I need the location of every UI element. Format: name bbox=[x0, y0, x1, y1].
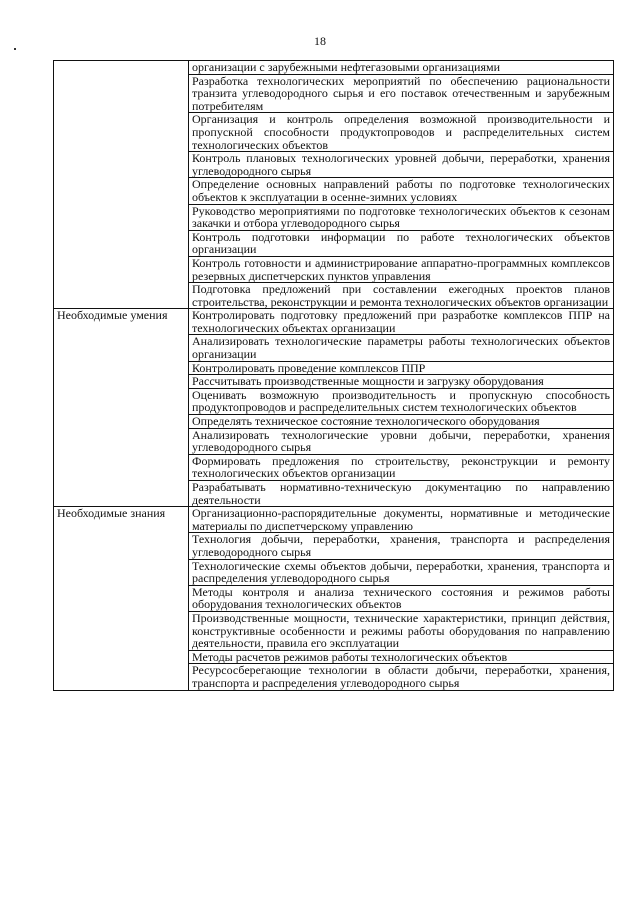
requirement-text: Методы расчетов режимов работы технологических объектов bbox=[189, 650, 614, 664]
requirement-text: Формировать предложения по строительству, реконструкции и ремонту технологических объектов организации bbox=[189, 454, 614, 480]
requirement-text: Разработка технологических мероприятий по обеспечению рациональности транзита углеводородного сырья и его поставок отечественным и зарубежным потребителям bbox=[189, 74, 614, 113]
page-number: 18 bbox=[314, 34, 326, 48]
requirement-text: Оценивать возможную производительность и пропускную способность продуктопроводов и распределительных систем технологических объектов bbox=[189, 388, 614, 414]
requirement-text: Рассчитывать производственные мощности и загрузку оборудования bbox=[189, 375, 614, 389]
requirement-text: Определять техническое состояние технологического оборудования bbox=[189, 415, 614, 429]
requirement-text: Разрабатывать нормативно-техническую документацию по направлению деятельности bbox=[189, 481, 614, 507]
requirement-text: Технологические схемы объектов добычи, переработки, хранения, транспорта и распределения углеводородного сырья bbox=[189, 559, 614, 585]
requirement-text: Контроль готовности и администрирование аппаратно-программных комплексов резервных диспетчерских пунктов управления bbox=[189, 256, 614, 282]
requirement-text: Анализировать технологические параметры работы технологических объектов организации bbox=[189, 335, 614, 361]
requirement-text: Контролировать подготовку предложений при разработке комплексов ППР на технологических объектах организации bbox=[189, 309, 614, 335]
requirement-text: Контролировать проведение комплексов ППР bbox=[189, 361, 614, 375]
scan-speck bbox=[14, 48, 16, 50]
requirement-text: Методы контроля и анализа технического состояния и режимов работы оборудования технологических объектов bbox=[189, 585, 614, 611]
requirement-text: организации с зарубежными нефтегазовыми организациями bbox=[189, 61, 614, 75]
requirement-text: Производственные мощности, технические характеристики, принцип действия, конструктивные особенности и режимы работы оборудования по направлению деятельности, правила его эксплуатации bbox=[189, 611, 614, 650]
requirement-text: Организационно-распорядительные документы, нормативные и методические материалы по диспетчерскому управлению bbox=[189, 507, 614, 533]
section-label: Необходимые умения bbox=[54, 309, 189, 507]
requirement-text: Организация и контроль определения возможной производительности и пропускной способности продуктопроводов и распределительных систем технологических объектов bbox=[189, 113, 614, 152]
requirement-text: Анализировать технологические уровни добычи, переработки, хранения углеводородного сырья bbox=[189, 428, 614, 454]
section-label bbox=[54, 61, 189, 309]
table-row bbox=[54, 61, 614, 75]
requirements-table bbox=[53, 60, 614, 691]
requirement-text: Ресурсосберегающие технологии в области добычи, переработки, хранения, транспорта и распределения углеводородного сырья bbox=[189, 664, 614, 690]
table-row bbox=[54, 507, 614, 533]
requirement-text: Контроль подготовки информации по работе технологических объектов организации bbox=[189, 230, 614, 256]
requirement-text: Контроль плановых технологических уровней добычи, переработки, хранения углеводородного сырья bbox=[189, 152, 614, 178]
requirement-text: Подготовка предложений при составлении ежегодных проектов планов строительства, реконструкции и ремонта технологических объектов организации bbox=[189, 283, 614, 309]
table-row bbox=[54, 309, 614, 335]
section-label: Необходимые знания bbox=[54, 507, 189, 690]
requirement-text: Руководство мероприятиями по подготовке технологических объектов к сезонам закачки и отбора углеводородного сырья bbox=[189, 204, 614, 230]
requirement-text: Технология добычи, переработки, хранения, транспорта и распределения углеводородного сырья bbox=[189, 533, 614, 559]
requirement-text: Определение основных направлений работы по подготовке технологических объектов к эксплуатации в осенне-зимних условиях bbox=[189, 178, 614, 204]
